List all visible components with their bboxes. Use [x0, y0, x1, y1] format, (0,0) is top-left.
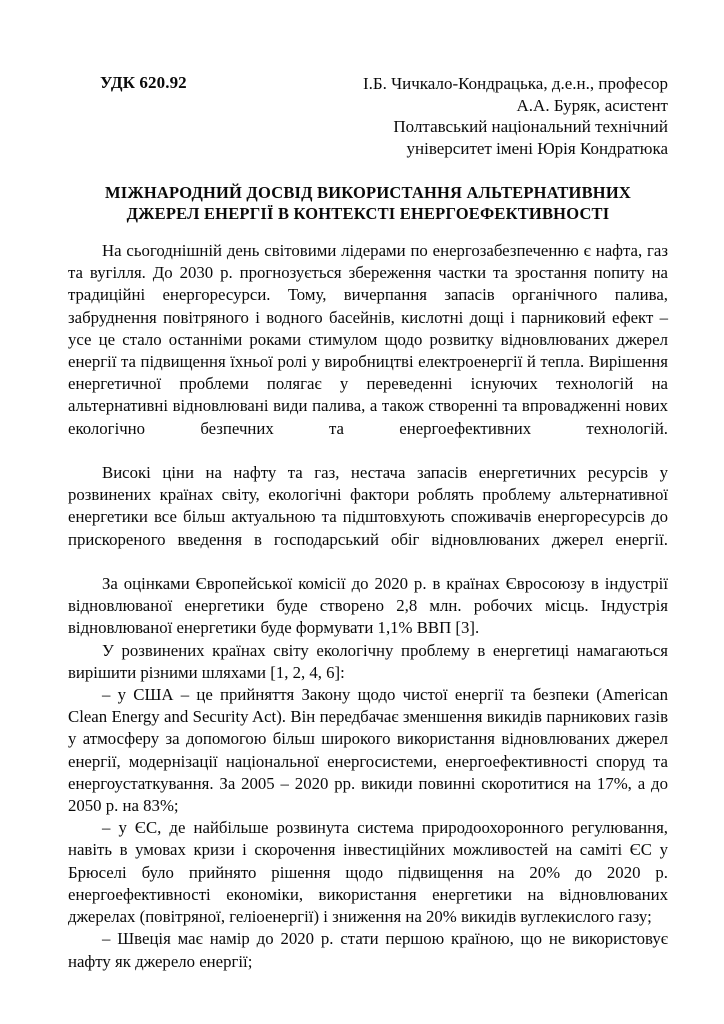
- article-title: [68, 182, 668, 224]
- affiliation-line-2: університет імені Юрія Кондратюка: [406, 138, 668, 158]
- page-content-column: [68, 0, 668, 973]
- author-line-2: А.А. Буряк, асистент: [516, 95, 668, 115]
- article-title-line-1: МІЖНАРОДНИЙ ДОСВІД ВИКОРИСТАННЯ АЛЬТЕРНАТИВНИХ: [104, 183, 631, 202]
- body-paragraph-bullet-eu: – у ЄС, де найбільше розвинута система природоохоронного регулювання, навіть в умовах кризи і скорочення інвестиційних можливостей на саміті ЄС у Брюселі було прийнято рішення щодо підвищення на 20% до 2020 р. енергоефективності економіки, використання енергетики на відновлюваних джерелах (повітряної, геліоенергії) і зниження на 20% викидів вуглекислого газу;: [68, 818, 668, 927]
- article-title-line-2: ДЖЕРЕЛ ЕНЕРГІЇ В КОНТЕКСТІ ЕНЕРГОЕФЕКТИВНОСТІ: [126, 204, 610, 223]
- body-paragraph: За оцінками Європейської комісії до 2020 р. в країнах Євросоюзу в індустрії відновлюваної енергетики буде створено 2,8 млн. робочих місць. Індустрія відновлюваної енергетики буде формувати 1,1% ВВП [3].: [68, 574, 668, 638]
- body-paragraph-bullet-sweden: – Швеція має намір до 2020 р. стати першою країною, що не використовує нафту як джерело енергії;: [68, 929, 668, 971]
- author-line-1: І.Б. Чичкало-Кондрацька, д.е.н., професор: [362, 74, 668, 93]
- article-body: [68, 240, 668, 973]
- body-paragraph: На сьогоднішній день світовими лідерами по енергозабезпеченню є нафта, газ та вугілля. До 2030 р. прогнозується збереження частки та зростання попиту на традиційні енергоресурси. Тому, вичерпання запасів органічного палива, забруднення повітряного і водного басейнів, кислотні дощі і парниковий ефект – усе це стало останніми роками стимулом щодо розвитку відновлюваних джерел енергії та підвищення їхньої ролі у виробництві електроенергії й тепла. Вирішення енергетичної проблеми полягає у переведенні існуючих технологій на альтернативні відновлювані види палива, а також створенні та впровадженні нових екологічно безпечних та енергоефективних технологій.: [68, 241, 668, 438]
- affiliation-line-1: Полтавський національний технічний: [393, 117, 668, 136]
- udk-code: УДК 620.92: [100, 73, 187, 92]
- body-paragraph: У розвинених країнах світу екологічну проблему в енергетиці намагаються вирішити різними шляхами [1, 2, 4, 6]:: [68, 640, 668, 682]
- body-paragraph-bullet-usa: – у США – це прийняття Закону щодо чистої енергії та безпеки (American Clean Energy and Security Act). Він передбачає зменшення викидів парникових газів у атмосферу за допомогою більш широкого використання відновлюваних джерел енергії, модернізації національної енергосистеми, енергоефективності споруд та енергоустаткування. За 2005 – 2020 рр. викиди повинні скоротитися на 17%, а до 2050 р. на 83%;: [68, 685, 668, 816]
- body-paragraph: Високі ціни на нафту та газ, нестача запасів енергетичних ресурсів у розвинених країнах світу, екологічні фактори роблять проблему альтернативної енергетики все більш актуальною та підштовхують споживачів енергоресурсів до прискореного введення в господарський обіг відновлюваних джерел енергії.: [68, 463, 668, 549]
